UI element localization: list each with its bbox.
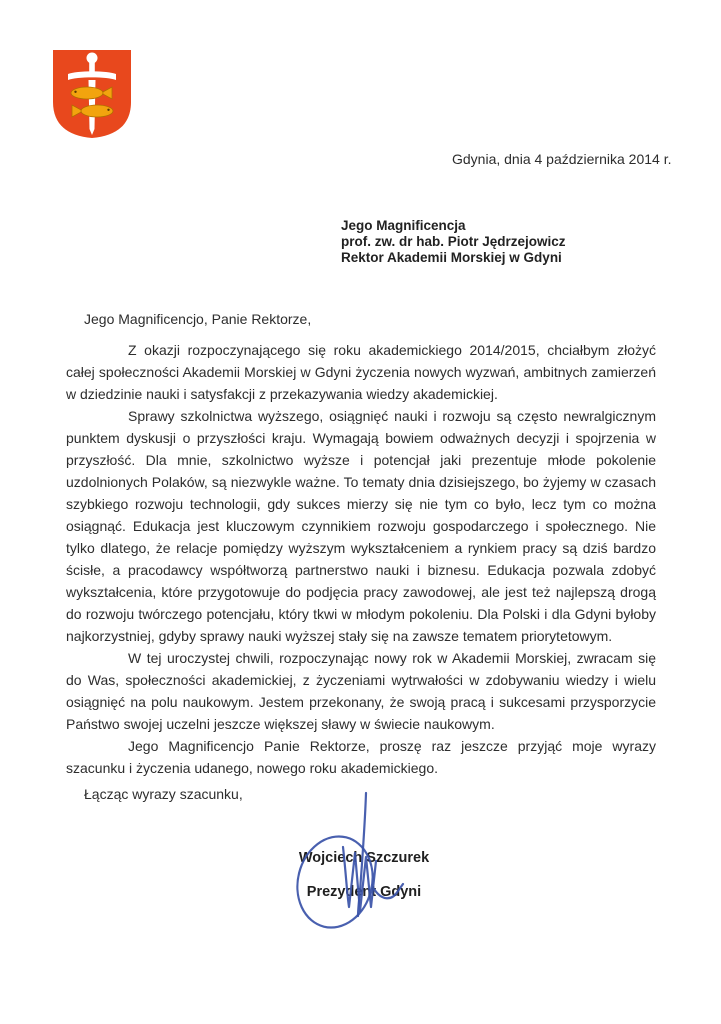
upper-fish-body	[71, 87, 103, 99]
addressee-name: prof. zw. dr hab. Piotr Jędrzejowicz	[341, 234, 566, 249]
addressee-block	[341, 218, 566, 266]
paragraph-3: W tej uroczystej chwili, rozpoczynając nowy rok w Akademii Morskiej, zwracam się do Was, społeczności akademickiej, z życzeniami wytrwałości w zdobywaniu wiedzy i wielu osiągnięć na polu naukowym. Jestem przekonany, że swoją pracą i sukcesami przysporzycie Państwo swojej uczelni jeszcze większej sławy w świecie naukowym.	[66, 650, 656, 732]
signature-flick	[374, 884, 403, 898]
addressee-role: Rektor Akademii Morskiej w Gdyni	[341, 250, 562, 265]
salutation-line: Jego Magnificencjo, Panie Rektorze,	[84, 311, 312, 327]
lower-fish-body	[81, 105, 113, 117]
closing-line: Łącząc wyrazy szacunku,	[84, 786, 243, 802]
signatory-name: Wojciech Szczurek	[298, 850, 430, 866]
paragraph-2: Sprawy szkolnictwa wyższego, osiągnięć nauki i rozwoju są często newralgicznym punktem dyskusji o przyszłości kraju. Wymagają bowiem odważnych decyzji i spojrzenia w przyszłość. Dla mnie, szkolnictwo wyższe i potencjał jaki prezentuje młode pokolenie uzdolnionych Polaków, są niezwykle ważne. To tematy dnia dzisiejszego, bo żyjemy w czasach szybkiego rozwoju technologii, gdy sukces mierzy się nie tym co było, lecz tym co można osiągnąć. Edukacja jest kluczowym czynnikiem rozwoju gospodarczego i społecznego. Nie tylko dlatego, że relacje pomiędzy wyższym wykształceniem a rynkiem pracy są dziś bardzo ścisłe, a pracodawcy współtworzą partnerstwo nauki i biznesu. Edukacja pozwala zdobyć wykształcenia, które przygotowuje do podjęcia pracy zawodowej, ale jest też najlepszą drogą do rozwoju twórczego potencjału, który tkwi w młodym pokoleniu. Dla Polski i dla Gdyni byłoby najkorzystniej, gdyby sprawy nauki wyższej stały się na zawsze tematem priorytetowym.	[66, 408, 656, 644]
lower-fish-eye	[107, 109, 109, 111]
paragraph-4: Jego Magnificencjo Panie Rektorze, proszę raz jeszcze przyjąć moje wyrazy szacunku i życzenia udanego, nowego roku akademickiego.	[66, 738, 656, 776]
gdynia-coat-of-arms-icon	[49, 47, 135, 141]
paragraph-1: Z okazji rozpoczynającego się roku akademickiego 2014/2015, chciałbym złożyć całej społeczności Akademii Morskiej w Gdyni życzenia nowych wyzwań, ambitnych zamierzeń w dziedzinie nauki i satysfakcji z przekazywania wiedzy akademickiej.	[66, 342, 656, 402]
addressee-honorific: Jego Magnificencja	[341, 218, 466, 233]
signatory-title: Prezydent Gdyni	[306, 884, 422, 900]
letter-body	[66, 339, 656, 779]
handwritten-signature-ink	[286, 779, 486, 937]
date-line: Gdynia, dnia 4 października 2014 r.	[452, 151, 672, 167]
signature-zigzag	[343, 847, 376, 911]
upper-fish-eye	[74, 91, 76, 93]
